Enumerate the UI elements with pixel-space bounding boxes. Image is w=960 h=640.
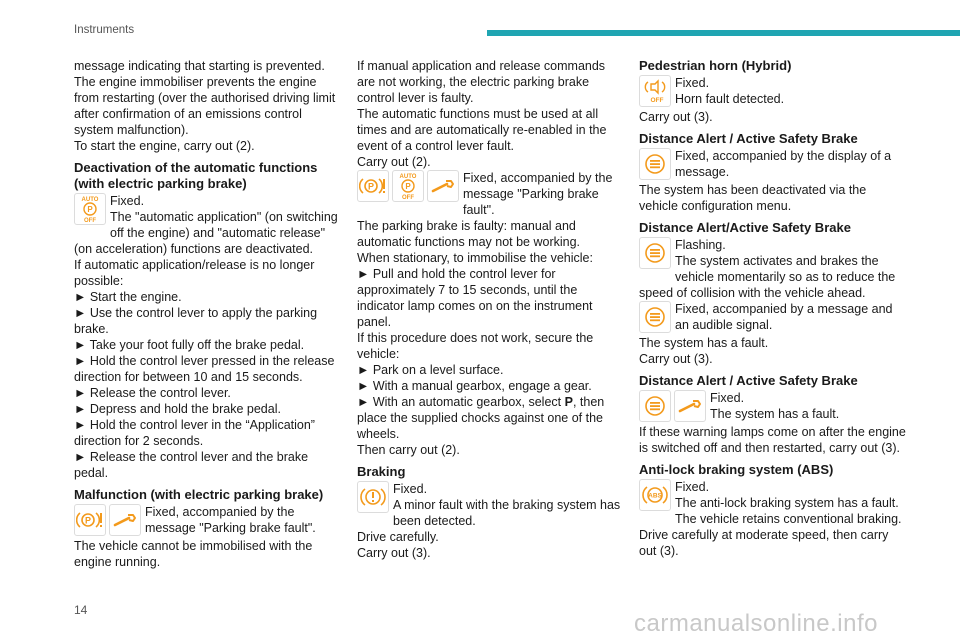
auto-off-parking-icon (392, 170, 424, 202)
paragraph: Carry out (2). (357, 155, 431, 169)
paragraph: The vehicle retains conventional braking. (675, 512, 902, 526)
paragraph: When stationary, to immobilise the vehicle: (357, 251, 593, 265)
svg-text:P: P (84, 515, 92, 526)
warning-icon-group (639, 390, 706, 422)
header-accent-bar (487, 30, 960, 36)
braking-warning-icon (357, 481, 389, 513)
warning-icon-group (639, 237, 671, 269)
watermark: carmanualsonline.info (634, 610, 878, 637)
distance-alert-icon (639, 390, 671, 422)
distance-alert-icon (639, 148, 671, 180)
warning-icon-group (639, 301, 671, 333)
paragraph: Fixed, accompanied by the message "Parking brake fault". (145, 505, 316, 535)
parking-brake-warning-icon (357, 170, 389, 202)
paragraph: A minor fault with the braking system has been detected. (393, 498, 621, 528)
svg-text:P: P (367, 181, 375, 192)
paragraph: The system has been deactivated via the vehicle configuration menu. (639, 183, 867, 213)
paragraph: If manual application and release commands are not working, the electric parking brake control lever is faulty. (357, 59, 606, 105)
distance-alert-icon (639, 301, 671, 333)
warning-icon-group (639, 148, 671, 180)
paragraph: The system has a fault. (710, 407, 840, 421)
column-1 (74, 58, 342, 570)
list-item: ► Release the control lever. (74, 386, 231, 400)
paragraph: Fixed, accompanied by the message "Parking brake fault". (463, 171, 613, 217)
list-item: ► With a manual gearbox, engage a gear. (357, 379, 592, 393)
section-heading: Distance Alert / Active Safety Brake (639, 131, 858, 146)
paragraph: message indicating that starting is prevented. (74, 59, 325, 73)
wrench-service-icon (674, 390, 706, 422)
warning-icon-group (639, 75, 671, 107)
paragraph: Fixed. (675, 480, 710, 494)
paragraph: If automatic application/release is no longer possible: (74, 258, 315, 288)
paragraph: To start the engine, carry out (2). (74, 139, 255, 153)
paragraph: The parking brake is faulty: manual and automatic functions may not be working. (357, 219, 581, 249)
paragraph: Horn fault detected. (675, 92, 785, 106)
list-item: ► Depress and hold the brake pedal. (74, 402, 281, 416)
section-heading: Pedestrian horn (Hybrid) (639, 58, 792, 73)
paragraph: Fixed. (675, 76, 710, 90)
paragraph: The automatic functions must be used at all times and are automatically re-enabled in the event of a control lever fault. (357, 107, 607, 153)
paragraph: Fixed, accompanied by a message and an audible signal. (675, 302, 893, 332)
section-heading: Braking (357, 464, 406, 479)
warning-icon-group (74, 193, 106, 225)
abs-warning-icon (639, 479, 671, 511)
paragraph: The system has a fault. (639, 336, 769, 350)
paragraph: Carry out (3). (639, 110, 713, 124)
section-heading: Malfunction (with electric parking brake) (74, 487, 324, 502)
list-item: ► Hold the control lever pressed in the release direction for between 10 and 15 seconds. (74, 354, 335, 384)
paragraph: The "automatic application" (on switching off the engine) and "automatic release" (on acceleration) functions are deactivated. (74, 210, 338, 256)
gear-p-label: P (564, 395, 573, 409)
warning-icon-group (357, 170, 459, 202)
wrench-service-icon (427, 170, 459, 202)
list-item-text: ► With an automatic gearbox, select (357, 395, 565, 409)
paragraph: The anti-lock braking system has a fault. (675, 496, 899, 510)
list-item: ► Hold the control lever in the “Application” direction for 2 seconds. (74, 418, 315, 448)
paragraph: The vehicle cannot be immobilised with the engine running. (74, 539, 313, 569)
list-item: ► Take your foot fully off the brake pedal. (74, 338, 305, 352)
paragraph: Carry out (3). (357, 546, 431, 560)
paragraph: Fixed. (710, 391, 745, 405)
list-item: ► Pull and hold the control lever for approximately 7 to 15 seconds, until the indicator lamp comes on on the instrument panel. (357, 267, 593, 329)
parking-brake-warning-icon (74, 504, 106, 536)
paragraph: If these warning lamps come on after the engine is switched off and then restarted, carry out (3). (639, 425, 906, 455)
list-item: ► Park on a level surface. (357, 363, 504, 377)
section-heading: Distance Alert/Active Safety Brake (639, 220, 851, 235)
paragraph: If this procedure does not work, secure the vehicle: (357, 331, 594, 361)
page-number: 14 (74, 603, 88, 617)
section-heading: Deactivation of the automatic functions (with electric parking brake) (74, 160, 318, 191)
paragraph: Flashing. (675, 238, 726, 252)
warning-icon-group (357, 481, 389, 513)
paragraph: Then carry out (2). (357, 443, 460, 457)
list-item-text: , then place the supplied chocks against one of the wheels. (357, 395, 605, 441)
distance-alert-icon (639, 237, 671, 269)
abs-label: ABS (648, 492, 662, 500)
auto-label: AUTO (399, 174, 417, 180)
column-3 (639, 58, 907, 559)
column-2 (357, 58, 625, 561)
section-heading: Anti-lock braking system (ABS) (639, 462, 834, 477)
list-item: ► Release the control lever and the brake pedal. (74, 450, 309, 480)
auto-off-parking-icon (74, 193, 106, 225)
section-heading: Distance Alert / Active Safety Brake (639, 373, 858, 388)
off-label: OFF (84, 218, 96, 223)
paragraph: The system activates and brakes the vehicle momentarily so as to reduce the speed of collision with the vehicle ahead. (639, 254, 896, 300)
paragraph: Drive carefully at moderate speed, then carry out (3). (639, 528, 889, 558)
auto-label: AUTO (81, 197, 99, 203)
page-header-title: Instruments (74, 24, 135, 36)
paragraph: Fixed. (110, 194, 145, 208)
paragraph: Fixed, accompanied by the display of a message. (675, 149, 892, 179)
paragraph: Carry out (3). (639, 352, 713, 366)
list-item: ► Start the engine. (74, 290, 182, 304)
off-label: OFF (650, 97, 664, 104)
pedestrian-horn-off-icon (639, 75, 671, 107)
off-label: OFF (402, 195, 414, 200)
list-item (357, 394, 625, 442)
svg-text:P: P (87, 205, 93, 214)
warning-icon-group (74, 504, 141, 536)
warning-icon-group (639, 479, 671, 511)
paragraph: The engine immobiliser prevents the engine from restarting (over the authorised driving limit after confirmation of an emissions control system malfunction). (74, 75, 336, 137)
wrench-service-icon (109, 504, 141, 536)
list-item: ► Use the control lever to apply the parking brake. (74, 306, 318, 336)
paragraph: Drive carefully. (357, 530, 439, 544)
svg-text:P: P (405, 182, 411, 191)
paragraph: Fixed. (393, 482, 428, 496)
